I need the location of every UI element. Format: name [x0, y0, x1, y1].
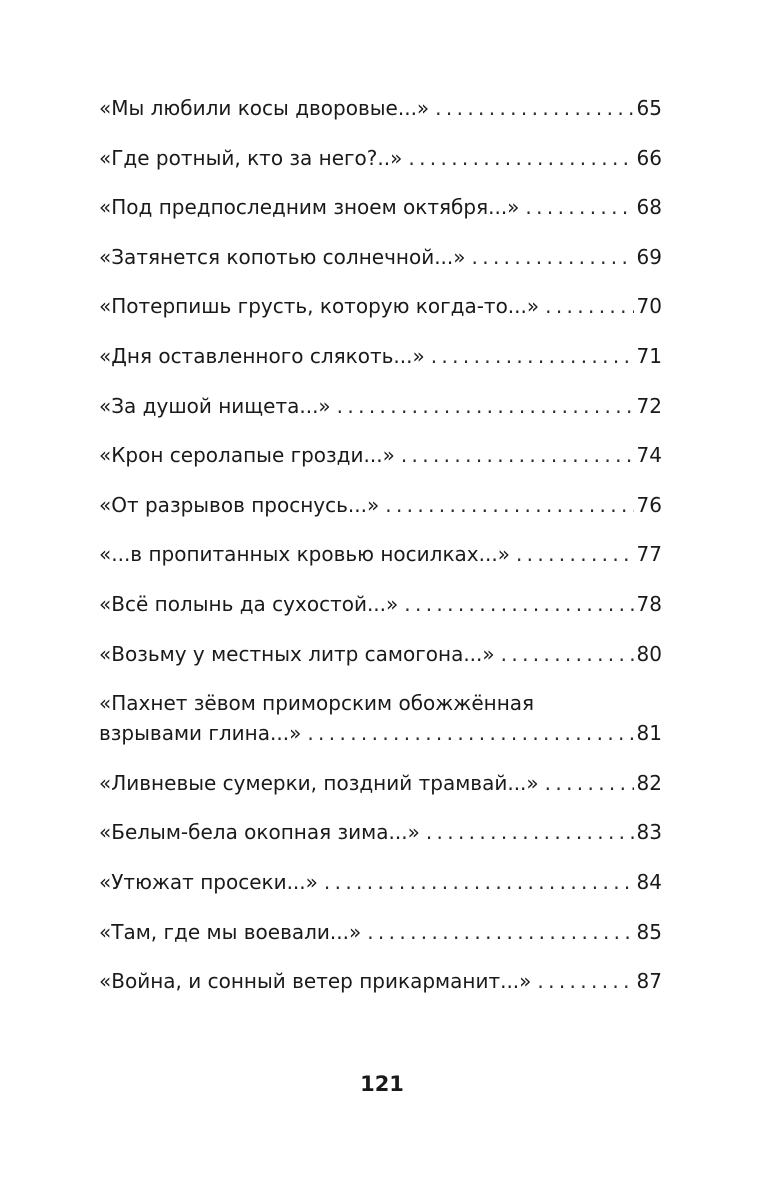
toc-entry-title: «Возьму у местных литр самогона...» — [99, 641, 495, 666]
dot-leader — [337, 391, 634, 421]
dot-leader — [435, 93, 633, 123]
dot-leader — [545, 291, 633, 321]
toc-entry — [99, 688, 662, 748]
toc-entry-title: «Там, где мы воевали...» — [99, 919, 362, 944]
toc-entry-page: 87 — [636, 969, 662, 994]
toc-entry-title: «Где ротный, кто за него?..» — [99, 145, 403, 170]
toc-entry-page: 85 — [636, 919, 662, 944]
dot-leader — [385, 490, 633, 520]
toc-entry-page: 83 — [636, 820, 662, 845]
toc-entry-title: «Мы любили косы дворовые...» — [99, 96, 430, 120]
toc-entry — [99, 490, 662, 520]
dot-leader — [324, 867, 634, 897]
toc-entry-page: 65 — [636, 96, 662, 120]
toc-entry-title: «Ливневые сумерки, поздний трамвай...» — [99, 770, 539, 795]
toc-entry-title: «Война, и сонный ветер прикарманит...» — [99, 969, 532, 994]
toc-entry — [99, 391, 662, 421]
toc-entry-page: 70 — [636, 294, 662, 319]
toc-entry-title: «За душой нищета...» — [99, 393, 331, 418]
toc-entry-page: 71 — [636, 343, 662, 368]
dot-leader — [545, 768, 634, 798]
toc-entry — [99, 639, 662, 669]
toc-entry-page: 68 — [636, 195, 662, 220]
dot-leader — [426, 817, 634, 847]
toc-entry — [99, 539, 662, 569]
toc-entry-page: 82 — [636, 770, 662, 795]
toc-entry — [99, 817, 662, 847]
toc-entry-page: 81 — [636, 721, 662, 746]
table-of-contents — [99, 93, 662, 1016]
dot-leader — [525, 192, 633, 222]
dot-leader — [431, 341, 634, 371]
toc-entry-page: 76 — [636, 492, 662, 517]
toc-entry-title-line2: взрывами глина...» — [99, 721, 302, 746]
toc-entry — [99, 242, 662, 272]
toc-entry — [99, 143, 662, 173]
dot-leader — [408, 143, 633, 173]
toc-entry — [99, 341, 662, 371]
toc-entry-page: 80 — [636, 641, 662, 666]
toc-entry-title: «Всё полынь да сухостой...» — [99, 591, 399, 616]
toc-entry — [99, 589, 662, 619]
toc-entry-page: 69 — [636, 244, 662, 269]
dot-leader — [401, 440, 634, 470]
toc-entry-page: 77 — [636, 542, 662, 567]
toc-entry — [99, 93, 662, 123]
toc-entry — [99, 440, 662, 470]
dot-leader — [537, 966, 633, 996]
toc-entry-title: «Белым-бела окопная зима...» — [99, 820, 420, 845]
toc-entry — [99, 192, 662, 222]
toc-entry-title: «...в пропитанных кровью носилках...» — [99, 542, 510, 567]
toc-entry-title-line1: «Пахнет зёвом приморским обожжённая — [99, 691, 535, 716]
toc-entry-title: «Затянется копотью солнечной...» — [99, 244, 466, 269]
toc-entry-title: «Под предпоследним зноем октября...» — [99, 195, 520, 220]
toc-entry-title: «От разрывов проснусь...» — [99, 492, 380, 517]
toc-entry-title: «Утюжат просеки...» — [99, 869, 318, 894]
toc-entry-title: «Дня оставленного слякоть...» — [99, 343, 425, 368]
toc-entry-title: «Крон серолапые грозди...» — [99, 443, 395, 468]
toc-entry — [99, 768, 662, 798]
dot-leader — [307, 718, 633, 748]
toc-entry — [99, 966, 662, 996]
toc-entry — [99, 917, 662, 947]
toc-entry — [99, 867, 662, 897]
dot-leader — [367, 917, 633, 947]
page-number: 121 — [360, 1072, 404, 1096]
toc-entry-page: 74 — [636, 443, 662, 468]
toc-entry-page: 78 — [636, 591, 662, 616]
dot-leader — [516, 539, 634, 569]
dot-leader — [472, 242, 634, 272]
toc-entry-title: «Потерпишь грусть, которую когда-то...» — [99, 294, 540, 319]
toc-entry-page: 84 — [636, 869, 662, 894]
dot-leader — [404, 589, 633, 619]
toc-entry — [99, 291, 662, 321]
dot-leader — [501, 639, 634, 669]
toc-entry-page: 72 — [636, 393, 662, 418]
toc-entry-page: 66 — [636, 145, 662, 170]
